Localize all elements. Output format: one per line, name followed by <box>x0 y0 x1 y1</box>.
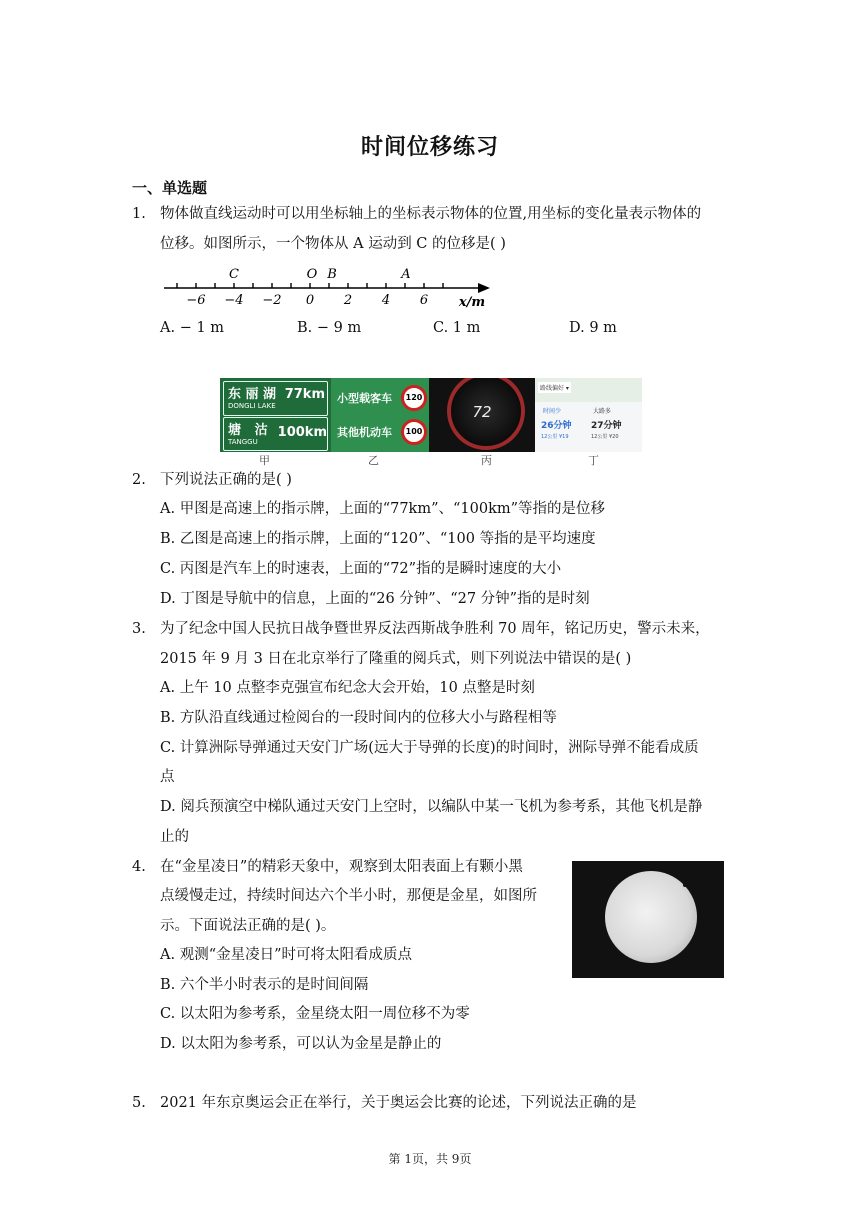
sign-text: 塘 沽 <box>228 423 268 438</box>
sign-text: DONGLI LAKE <box>228 402 276 410</box>
q3-option-c-cont: 点 <box>160 769 175 785</box>
photo-jia-road-sign <box>220 378 331 452</box>
sign-distance: 100km <box>277 425 327 440</box>
tick-label: 4 <box>381 293 391 308</box>
q4-option-c: C. 以太阳为参考系，金星绕太阳一周位移不为零 <box>160 1006 470 1022</box>
photo-ding-navigation <box>535 378 642 452</box>
q1-option-d: D. 9 m <box>569 320 617 336</box>
point-label-o: O <box>306 267 318 282</box>
point-label-c: C <box>229 267 239 282</box>
speed-limit-badge: 100 <box>401 419 427 445</box>
venus-transit-photo <box>572 861 724 978</box>
tick-label: 0 <box>305 293 315 308</box>
q4-option-d: D. 以太阳为参考系，可以认为金星是静止的 <box>160 1036 442 1052</box>
tick-label: 2 <box>343 293 353 308</box>
speed-limit-badge: 120 <box>401 385 427 411</box>
route-label: 时间少 <box>543 408 562 415</box>
tick-label: −6 <box>186 293 206 308</box>
q3-option-d-cont: 止的 <box>160 829 189 845</box>
question-4-number: 4. <box>132 859 146 875</box>
route-time: 27分钟 <box>591 421 622 431</box>
caption-bing: 丙 <box>481 454 492 467</box>
photo-bing-speedometer <box>429 378 535 452</box>
q2-option-b: B. 乙图是高速上的指示牌，上面的“120”、“100 等指的是平均速度 <box>160 531 596 547</box>
question-1-number: 1. <box>132 206 146 222</box>
question-2-number: 2. <box>132 472 146 488</box>
venus-dot <box>683 883 687 887</box>
question-1-line-1: 物体做直线运动时可以用坐标轴上的坐标表示物体的位置,用坐标的变化量表示物体的 <box>160 206 702 222</box>
q1-option-b: B. − 9 m <box>297 320 362 336</box>
caption-ding: 丁 <box>588 454 599 467</box>
tick-label: −2 <box>262 293 282 308</box>
tick-label: 6 <box>419 293 429 308</box>
question-3-number: 3. <box>132 621 146 637</box>
sign-text: 小型载客车 <box>337 392 392 405</box>
q2-option-c: C. 丙图是汽车上的时速表，上面的“72”指的是瞬时速度的大小 <box>160 561 562 577</box>
point-label-b: B <box>327 267 337 282</box>
question-5-stem: 2021 年东京奥运会正在举行，关于奥运会比赛的论述，下列说法正确的是 <box>160 1095 637 1111</box>
page-title: 时间位移练习 <box>360 135 499 160</box>
q2-option-d: D. 丁图是导航中的信息，上面的“26 分钟”、“27 分钟”指的是时刻 <box>160 591 590 607</box>
q3-option-b: B. 方队沿直线通过检阅台的一段时间内的位移大小与路程相等 <box>160 710 557 726</box>
section-heading: 一、单选题 <box>132 179 208 197</box>
q3-option-c: C. 计算洲际导弹通过天安门广场(远大于导弹的长度)的时间时，洲际导弹不能看成质 <box>160 740 699 756</box>
page-footer: 第 1页，共 9页 <box>388 1152 472 1166</box>
q2-option-a: A. 甲图是高速上的指示牌，上面的“77km”、“100km”等指的是位移 <box>160 501 606 517</box>
question-4-line-2: 点缓慢走过，持续时间达六个半小时，那便是金星，如图所 <box>160 888 537 904</box>
question-2-stem: 下列说法正确的是( ) <box>160 472 292 488</box>
question-3-line-2: 2015 年 9 月 3 日在北京举行了隆重的阅兵式，则下列说法中错误的是( ) <box>160 651 632 667</box>
photo-strip <box>220 378 642 452</box>
speed-readout: 72 <box>472 403 492 421</box>
route-detail: 12公里 ¥20 <box>591 434 619 440</box>
axis-arrow <box>478 283 490 293</box>
route-label: 大路多 <box>593 408 612 415</box>
photo-yi-speed-sign <box>331 378 429 452</box>
question-1-line-2: 位移。如图所示，一个物体从 A 运动到 C 的位移是( ) <box>160 236 506 252</box>
route-detail: 12公里 ¥19 <box>541 434 569 440</box>
route-preference: 路线偏好 ▾ <box>538 382 571 393</box>
caption-jia: 甲 <box>259 454 270 467</box>
question-4-line-1: 在“金星凌日”的精彩天象中，观察到太阳表面上有颗小黑 <box>160 859 523 875</box>
sign-text: 东 丽 湖 <box>228 387 277 402</box>
sign-text: 其他机动车 <box>337 426 392 439</box>
q4-option-a: A. 观测“金星凌日”时可将太阳看成质点 <box>160 947 413 963</box>
q1-option-a: A. − 1 m <box>160 320 225 336</box>
question-5-number: 5. <box>132 1095 146 1111</box>
axis-unit-label: x/m <box>458 295 486 310</box>
sign-text: TANGGU <box>228 438 258 446</box>
route-time: 26分钟 <box>541 421 572 431</box>
caption-yi: 乙 <box>368 454 379 467</box>
sign-distance: 77km <box>284 387 325 402</box>
q3-option-d: D. 阅兵预演空中梯队通过天安门上空时，以编队中某一飞机为参考系，其他飞机是静 <box>160 799 703 815</box>
question-4-line-3: 示。下面说法正确的是( )。 <box>160 918 336 934</box>
tick-label: −4 <box>224 293 244 308</box>
point-label-a: A <box>401 267 411 282</box>
q3-option-a: A. 上午 10 点整李克强宣布纪念大会开始，10 点整是时刻 <box>160 680 535 696</box>
question-3-line-1: 为了纪念中国人民抗日战争暨世界反法西斯战争胜利 70 周年，铭记历史，警示未来， <box>160 621 710 637</box>
number-line-figure <box>160 262 500 312</box>
q4-option-b: B. 六个半小时表示的是时间间隔 <box>160 977 369 993</box>
q1-option-c: C. 1 m <box>433 320 481 336</box>
